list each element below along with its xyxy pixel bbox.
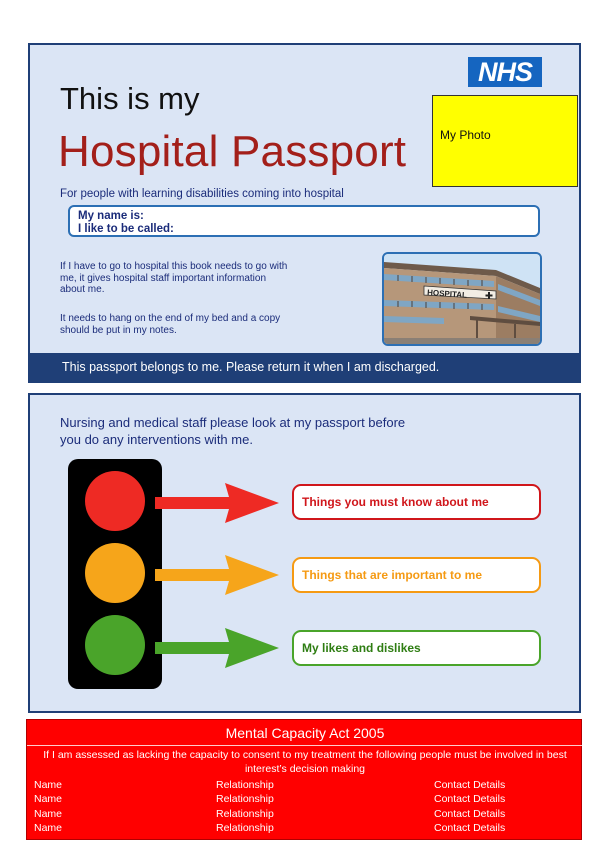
cover-panel	[28, 43, 581, 383]
name-field-box[interactable]	[68, 205, 540, 237]
contact-row[interactable]	[27, 779, 583, 793]
nhs-logo: NHS	[468, 57, 542, 87]
called-label: I like to be called:	[78, 223, 174, 235]
info-paragraph-1: If I have to go to hospital this book needs to go with me, it gives hospital staff important information about me.	[60, 261, 288, 295]
photo-placeholder[interactable]	[432, 95, 578, 187]
name-label: My name is:	[78, 210, 144, 222]
contact-row[interactable]	[27, 793, 583, 807]
contact-details: Contact Details	[434, 808, 506, 820]
traffic-light	[68, 459, 162, 689]
contact-relationship: Relationship	[216, 793, 274, 805]
contact-relationship: Relationship	[216, 779, 274, 791]
contact-name: Name	[34, 808, 63, 820]
contact-details: Contact Details	[434, 822, 506, 834]
contact-relationship: Relationship	[216, 808, 274, 820]
green-light-icon	[85, 615, 145, 675]
must-know-box[interactable]	[292, 484, 541, 520]
mental-capacity-panel	[26, 719, 582, 840]
amber-light-icon	[85, 543, 145, 603]
cover-footer-text: This passport belongs to me. Please return it when I am discharged.	[62, 360, 440, 374]
important-label: Things that are important to me	[302, 568, 483, 582]
red-arrow-icon	[155, 481, 281, 525]
title-line-1: This is my	[60, 81, 200, 116]
cover-footer-bar	[30, 353, 579, 381]
info-paragraph-2: It needs to hang on the end of my bed and a copy should be put in my notes.	[60, 313, 281, 336]
contact-details: Contact Details	[434, 779, 506, 791]
likes-dislikes-label: My likes and dislikes	[302, 641, 421, 655]
contact-name: Name	[34, 822, 63, 834]
staff-intro: Nursing and medical staff please look at my passport before you do any interventions with me.	[60, 415, 406, 447]
green-arrow-icon	[155, 626, 281, 670]
photo-label: My Photo	[440, 128, 491, 142]
mca-description: If I am assessed as lacking the capacity to consent to my treatment the following people must be involved in best interest’s decision making	[43, 749, 567, 775]
red-light-icon	[85, 471, 145, 531]
mca-divider	[27, 745, 583, 746]
must-know-label: Things you must know about me	[302, 495, 489, 509]
contact-details: Contact Details	[434, 793, 506, 805]
likes-dislikes-box[interactable]	[292, 630, 541, 666]
staff-panel	[28, 393, 581, 713]
subtitle: For people with learning disabilities coming into hospital	[60, 188, 344, 200]
mca-title: Mental Capacity Act 2005	[225, 725, 385, 741]
hospital-sign-text: HOSPITAL	[426, 288, 468, 300]
contact-name: Name	[34, 793, 63, 805]
hospital-building-illustration	[382, 252, 542, 346]
important-box[interactable]	[292, 557, 541, 593]
hospital-building-icon	[384, 254, 540, 344]
contact-relationship: Relationship	[216, 822, 274, 834]
amber-arrow-icon	[155, 553, 281, 597]
contact-row[interactable]	[27, 808, 583, 822]
page-title: Hospital Passport	[58, 127, 407, 176]
contact-row[interactable]	[27, 822, 583, 836]
contact-name: Name	[34, 779, 63, 791]
